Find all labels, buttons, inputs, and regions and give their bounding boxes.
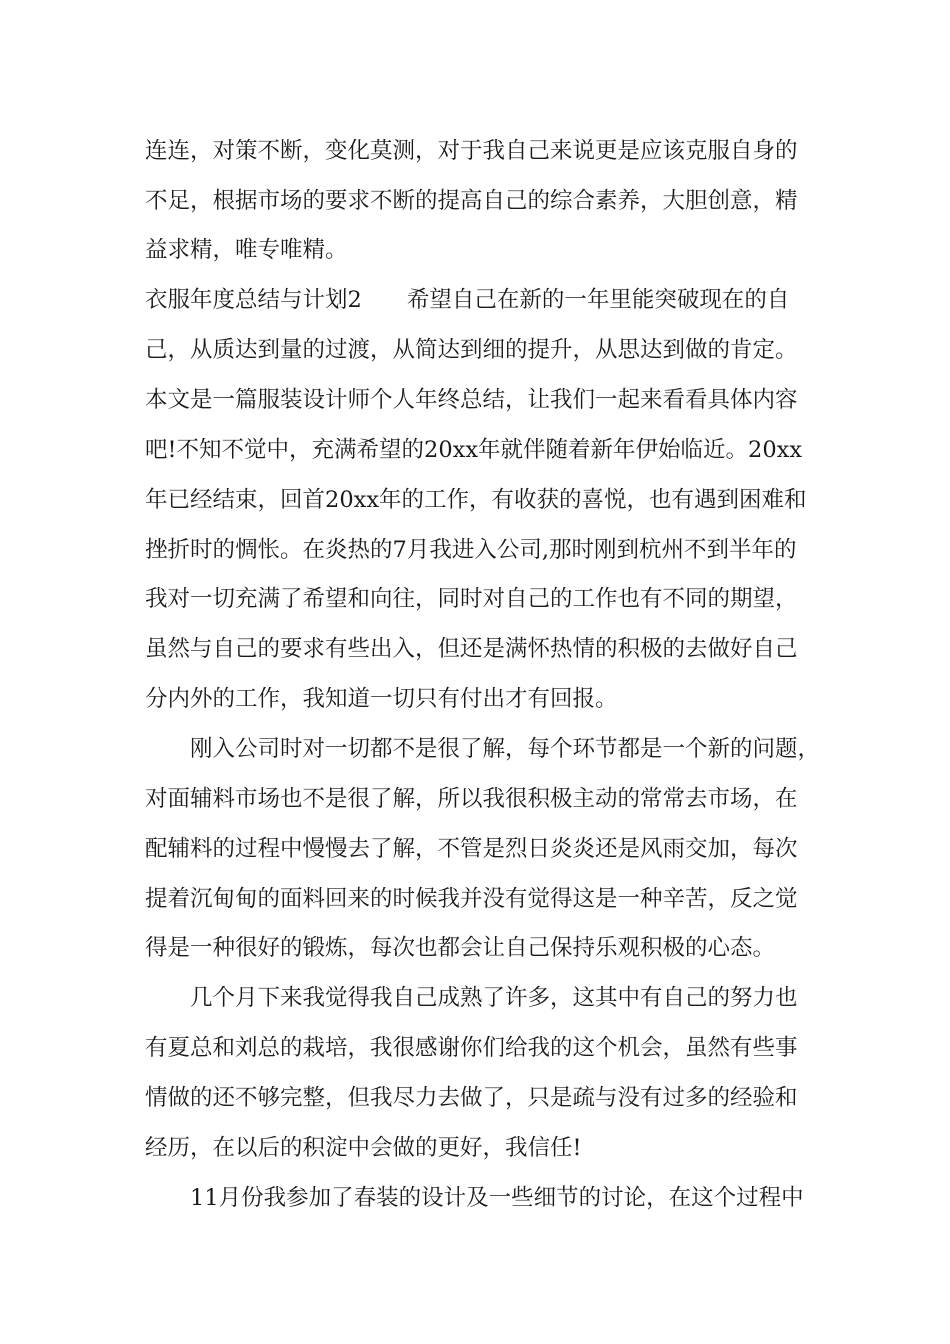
text-line: 经历，在以后的积淀中会做的更好，我信任! [145, 1135, 582, 1161]
text-line: 挫折时的惆怅。在炎热的7月我进入公司,那时刚到杭州不到半年的 [145, 537, 797, 563]
text-line: 连连，对策不断，变化莫测，对于我自己来说更是应该克服自身的 [145, 138, 798, 164]
text-line: 益求精，唯专唯精。 [145, 237, 348, 263]
text-line: 我对一切充满了希望和向往，同时对自己的工作也有不同的期望， [145, 586, 798, 612]
text-line: 有夏总和刘总的栽培，我很感谢你们给我的这个机会，虽然有些事 [145, 1035, 798, 1061]
text-line: 本文是一篇服装设计师个人年终总结，让我们一起来看看具体内容 [145, 387, 798, 413]
text-line: 提着沉甸甸的面料回来的时候我并没有觉得这是一种辛苦，反之觉 [145, 886, 798, 912]
text-line: 得是一种很好的锻炼，每次也都会让自己保持乐观积极的心态。 [145, 935, 776, 961]
text-line: 配辅料的过程中慢慢去了解，不管是烈日炎炎还是风雨交加，每次 [145, 836, 798, 862]
section-heading-line: 衣服年度总结与计划2 希望自己在新的一年里能突破现在的自 [145, 287, 790, 313]
text-line: 己，从质达到量的过渡，从简达到细的提升，从思达到做的肯定。 [145, 337, 798, 363]
paragraph-start-line: 几个月下来我觉得我自己成熟了许多，这其中有自己的努力也 [190, 985, 798, 1011]
paragraph-start-line: 11月份我参加了春装的设计及一些细节的讨论，在这个过程中 [190, 1185, 804, 1211]
text-line: 情做的还不够完整，但我尽力去做了，只是疏与没有过多的经验和 [145, 1085, 798, 1111]
text-line: 不足，根据市场的要求不断的提高自己的综合素养，大胆创意，精 [145, 188, 798, 214]
text-line: 分内外的工作，我知道一切只有付出才有回报。 [145, 686, 618, 712]
text-line: 年已经结束，回首20xx年的工作，有收获的喜悦，也有遇到困难和 [145, 487, 807, 513]
text-line: 对面辅料市场也不是很了解，所以我很积极主动的常常去市场，在 [145, 786, 798, 812]
paragraph-start-line: 刚入公司时对一切都不是很了解，每个环节都是一个新的问题， [190, 736, 821, 762]
text-line: 吧!不知不觉中，充满希望的20xx年就伴随着新年伊始临近。20xx [145, 437, 803, 463]
text-line: 虽然与自己的要求有些出入，但还是满怀热情的积极的去做好自己 [145, 636, 798, 662]
